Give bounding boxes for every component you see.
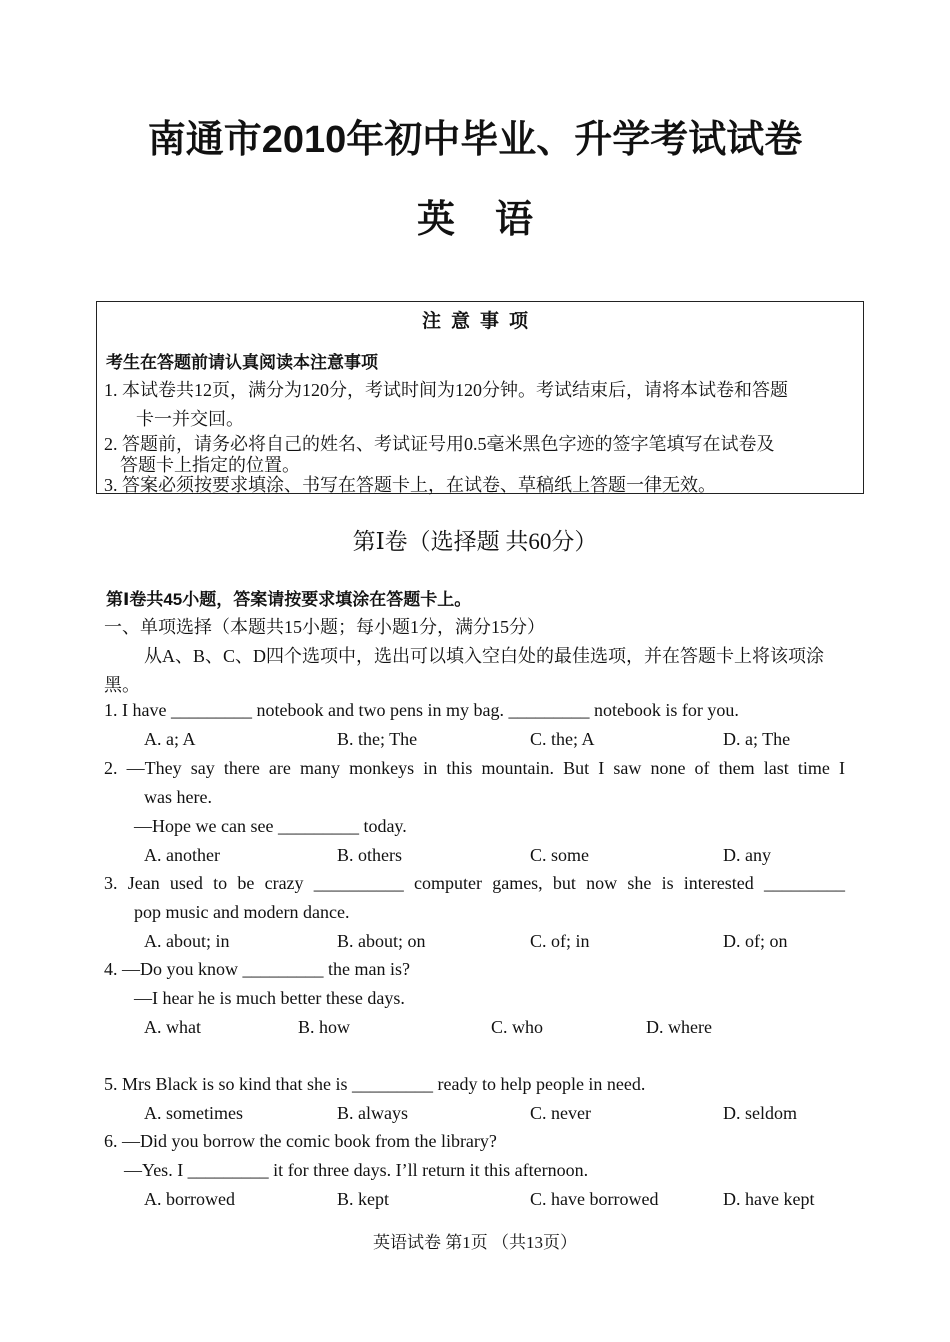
q2-option-c: C. some <box>530 845 590 865</box>
page-footer: 英语试卷 第1页 （共13页） <box>373 1233 577 1252</box>
notice-item-2-cont: 答题卡上指定的位置。 <box>120 455 300 475</box>
q3-option-a: A. about; in <box>144 931 230 951</box>
directions-line-2: 黑。 <box>104 675 140 695</box>
q1-option-c: C. the; A <box>530 729 595 749</box>
q2-stem: 2. —They say there are many monkeys in this mountain. But I saw none of them last time I <box>104 758 845 778</box>
q2-option-d: D. any <box>723 845 771 865</box>
q6-option-d: D. have kept <box>723 1189 815 1209</box>
q1-option-d: D. a; The <box>723 729 791 749</box>
q1-option-b: B. the; The <box>337 729 418 749</box>
q6-reply: —Yes. I _________ it for three days. I’ll return it this afternoon. <box>124 1160 589 1180</box>
q2-option-b: B. others <box>337 845 402 865</box>
q1-stem: 1. I have _________ notebook and two pens in my bag. _________ notebook is for you. <box>104 700 739 720</box>
q5-option-b: B. always <box>337 1103 408 1123</box>
q6-stem: 6. —Did you borrow the comic book from the library? <box>104 1131 497 1151</box>
subject-title: 英语 <box>416 199 573 241</box>
section1-title: 一、单项选择（本题共15小题；每小题1分，满分15分） <box>104 617 545 637</box>
q5-stem: 5. Mrs Black is so kind that she is _________ ready to help people in need. <box>104 1074 646 1094</box>
q6-option-b: B. kept <box>337 1189 389 1209</box>
q6-option-c: C. have borrowed <box>530 1189 659 1209</box>
exam-title: 南通市2010年初中毕业、升学考试试卷 <box>147 119 803 161</box>
q2-option-a: A. another <box>144 845 220 865</box>
notice-intro: 考生在答题前请认真阅读本注意事项 <box>106 353 378 372</box>
notice-heading: 注意事项 <box>421 311 538 332</box>
part1-title: 第Ⅰ卷（选择题 共60分） <box>352 529 598 554</box>
q4-option-c: C. who <box>491 1017 544 1037</box>
notice-item-2: 2. 答题前，请务必将自己的姓名、考试证号用0.5毫米黑色字迹的签字笔填写在试卷及 <box>104 434 775 454</box>
q3-stem: 3. Jean used to be crazy __________ computer games, but now she is interested _________ <box>104 873 845 893</box>
q3-option-d: D. of; on <box>723 931 788 951</box>
part1-instruction: 第Ⅰ卷共45小题，答案请按要求填涂在答题卡上。 <box>106 590 472 609</box>
q5-option-c: C. never <box>530 1103 591 1123</box>
q4-option-d: D. where <box>646 1017 712 1037</box>
q4-option-a: A. what <box>144 1017 201 1037</box>
q2-stem-cont: was here. <box>144 787 212 807</box>
q3-option-c: C. of; in <box>530 931 590 951</box>
notice-item-3: 3. 答案必须按要求填涂、书写在答题卡上，在试卷、草稿纸上答题一律无效。 <box>104 475 716 495</box>
q1-option-a: A. a; A <box>144 729 196 749</box>
q4-stem: 4. —Do you know _________ the man is? <box>104 959 410 979</box>
q5-option-d: D. seldom <box>723 1103 797 1123</box>
q3-stem-cont: pop music and modern dance. <box>134 902 350 922</box>
q5-option-a: A. sometimes <box>144 1103 243 1123</box>
q4-reply: —I hear he is much better these days. <box>134 988 405 1008</box>
q4-option-b: B. how <box>298 1017 351 1037</box>
q2-reply: —Hope we can see _________ today. <box>134 816 407 836</box>
q6-option-a: A. borrowed <box>144 1189 235 1209</box>
notice-item-1: 1. 本试卷共12页，满分为120分，考试时间为120分钟。考试结束后，请将本试卷和答题 <box>104 380 788 400</box>
notice-item-1-cont: 卡一并交回。 <box>136 409 244 429</box>
directions-line-1: 从A、B、C、D四个选项中，选出可以填入空白处的最佳选项，并在答题卡上将该项涂 <box>144 646 825 666</box>
q3-option-b: B. about; on <box>337 931 426 951</box>
